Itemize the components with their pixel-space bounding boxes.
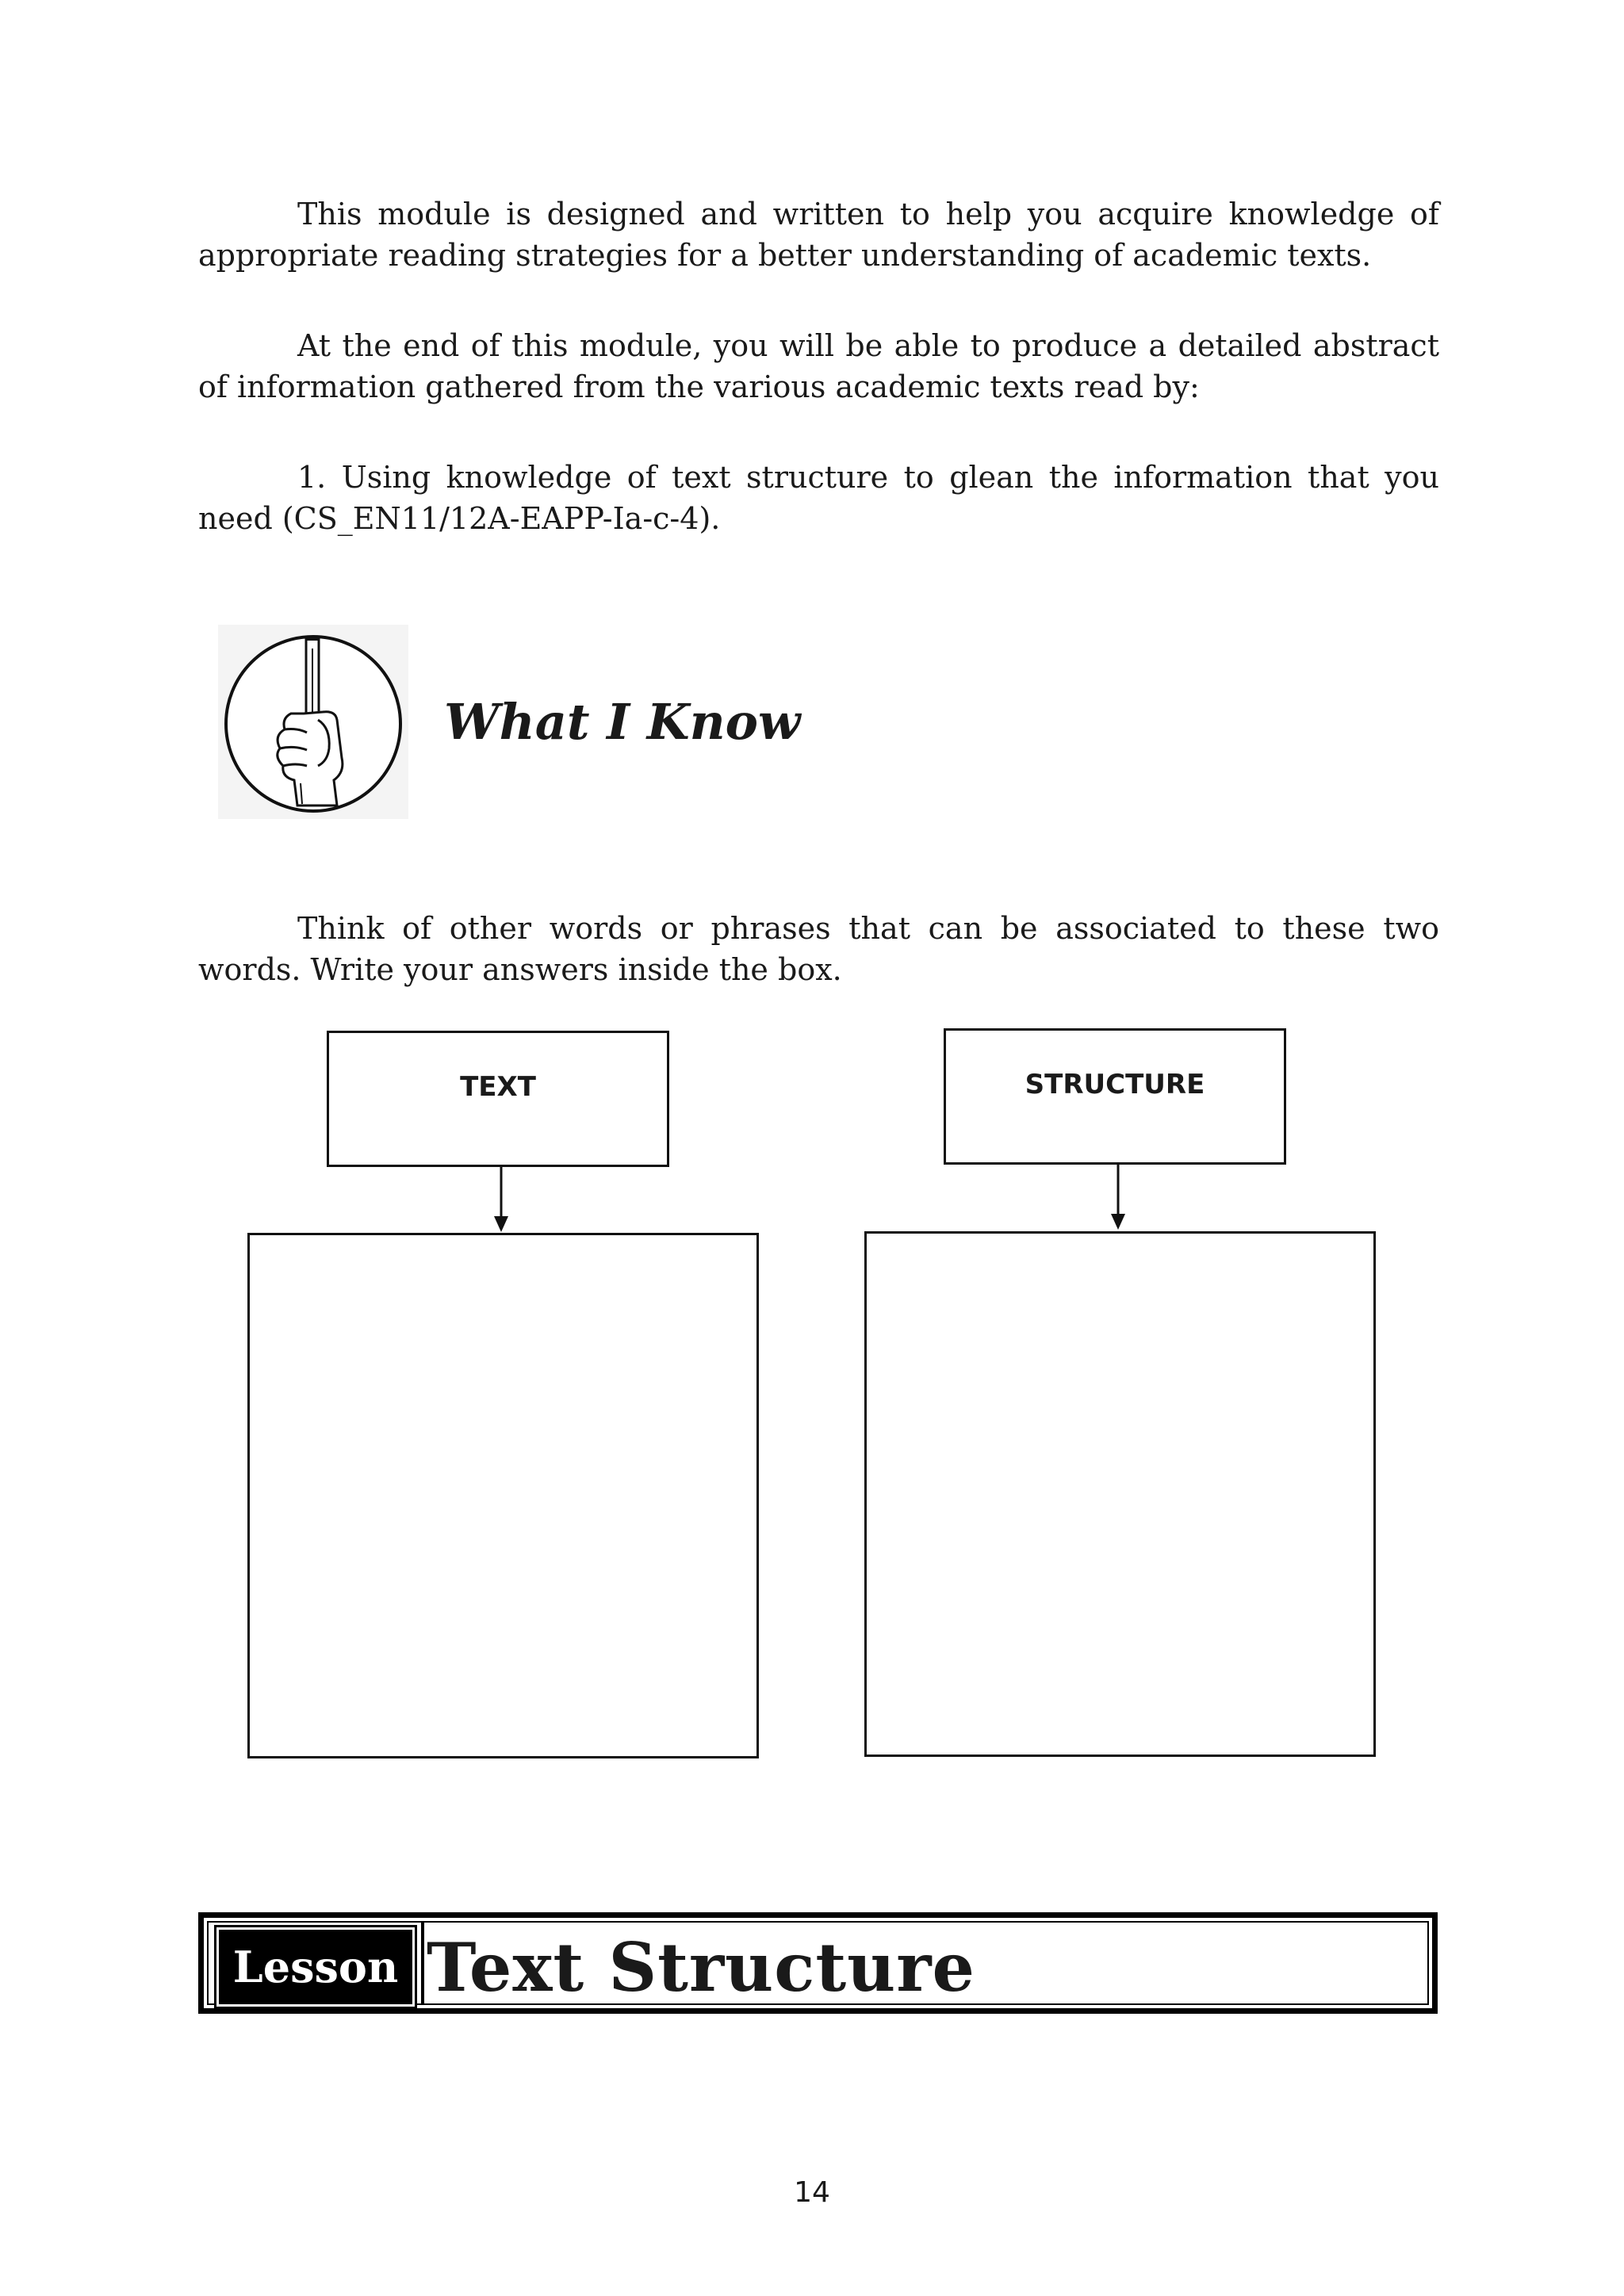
lesson-divider: [421, 1923, 424, 2003]
section-title: What I Know: [444, 693, 801, 751]
hand-holding-pencil-icon: [218, 625, 408, 819]
intro-paragraph-2-text: At the end of this module, you will be able to produce a detailed abstract of information gathered from the various academic texts read by:: [198, 328, 1439, 404]
answer-box-text[interactable]: [247, 1233, 759, 1758]
down-arrow-icon: [492, 1167, 511, 1234]
intro-paragraph-1: [198, 193, 1439, 276]
learning-objective-1-text: 1. Using knowledge of text structure to glean the information that you need (CS_EN11/12A-EAPP-Ia-c-4).: [198, 460, 1439, 536]
intro-paragraph-1-text: This module is designed and written to help you acquire knowledge of appropriate reading strategies for a better understanding of academic texts.: [198, 197, 1439, 273]
lesson-title: Text Structure: [427, 1927, 975, 2007]
answer-box-structure[interactable]: [864, 1231, 1376, 1757]
lesson-banner-frame: [207, 1921, 1429, 2005]
activity-instructions-text: Think of other words or phrases that can be associated to these two words. Write your answers inside the box.: [198, 911, 1439, 987]
lesson-label: Lesson: [216, 1927, 415, 2007]
activity-instructions: [198, 908, 1439, 990]
word-box-text: [327, 1031, 669, 1167]
intro-paragraph-2: [198, 325, 1439, 408]
word-box-text-label: TEXT: [460, 1071, 536, 1103]
lesson-banner: [198, 1912, 1438, 2014]
down-arrow-icon: [1109, 1165, 1128, 1231]
word-box-structure-label: STRUCTURE: [1025, 1069, 1205, 1100]
word-box-structure: [944, 1028, 1286, 1165]
page-number: 14: [794, 2176, 830, 2209]
learning-objective-1: [198, 457, 1439, 539]
